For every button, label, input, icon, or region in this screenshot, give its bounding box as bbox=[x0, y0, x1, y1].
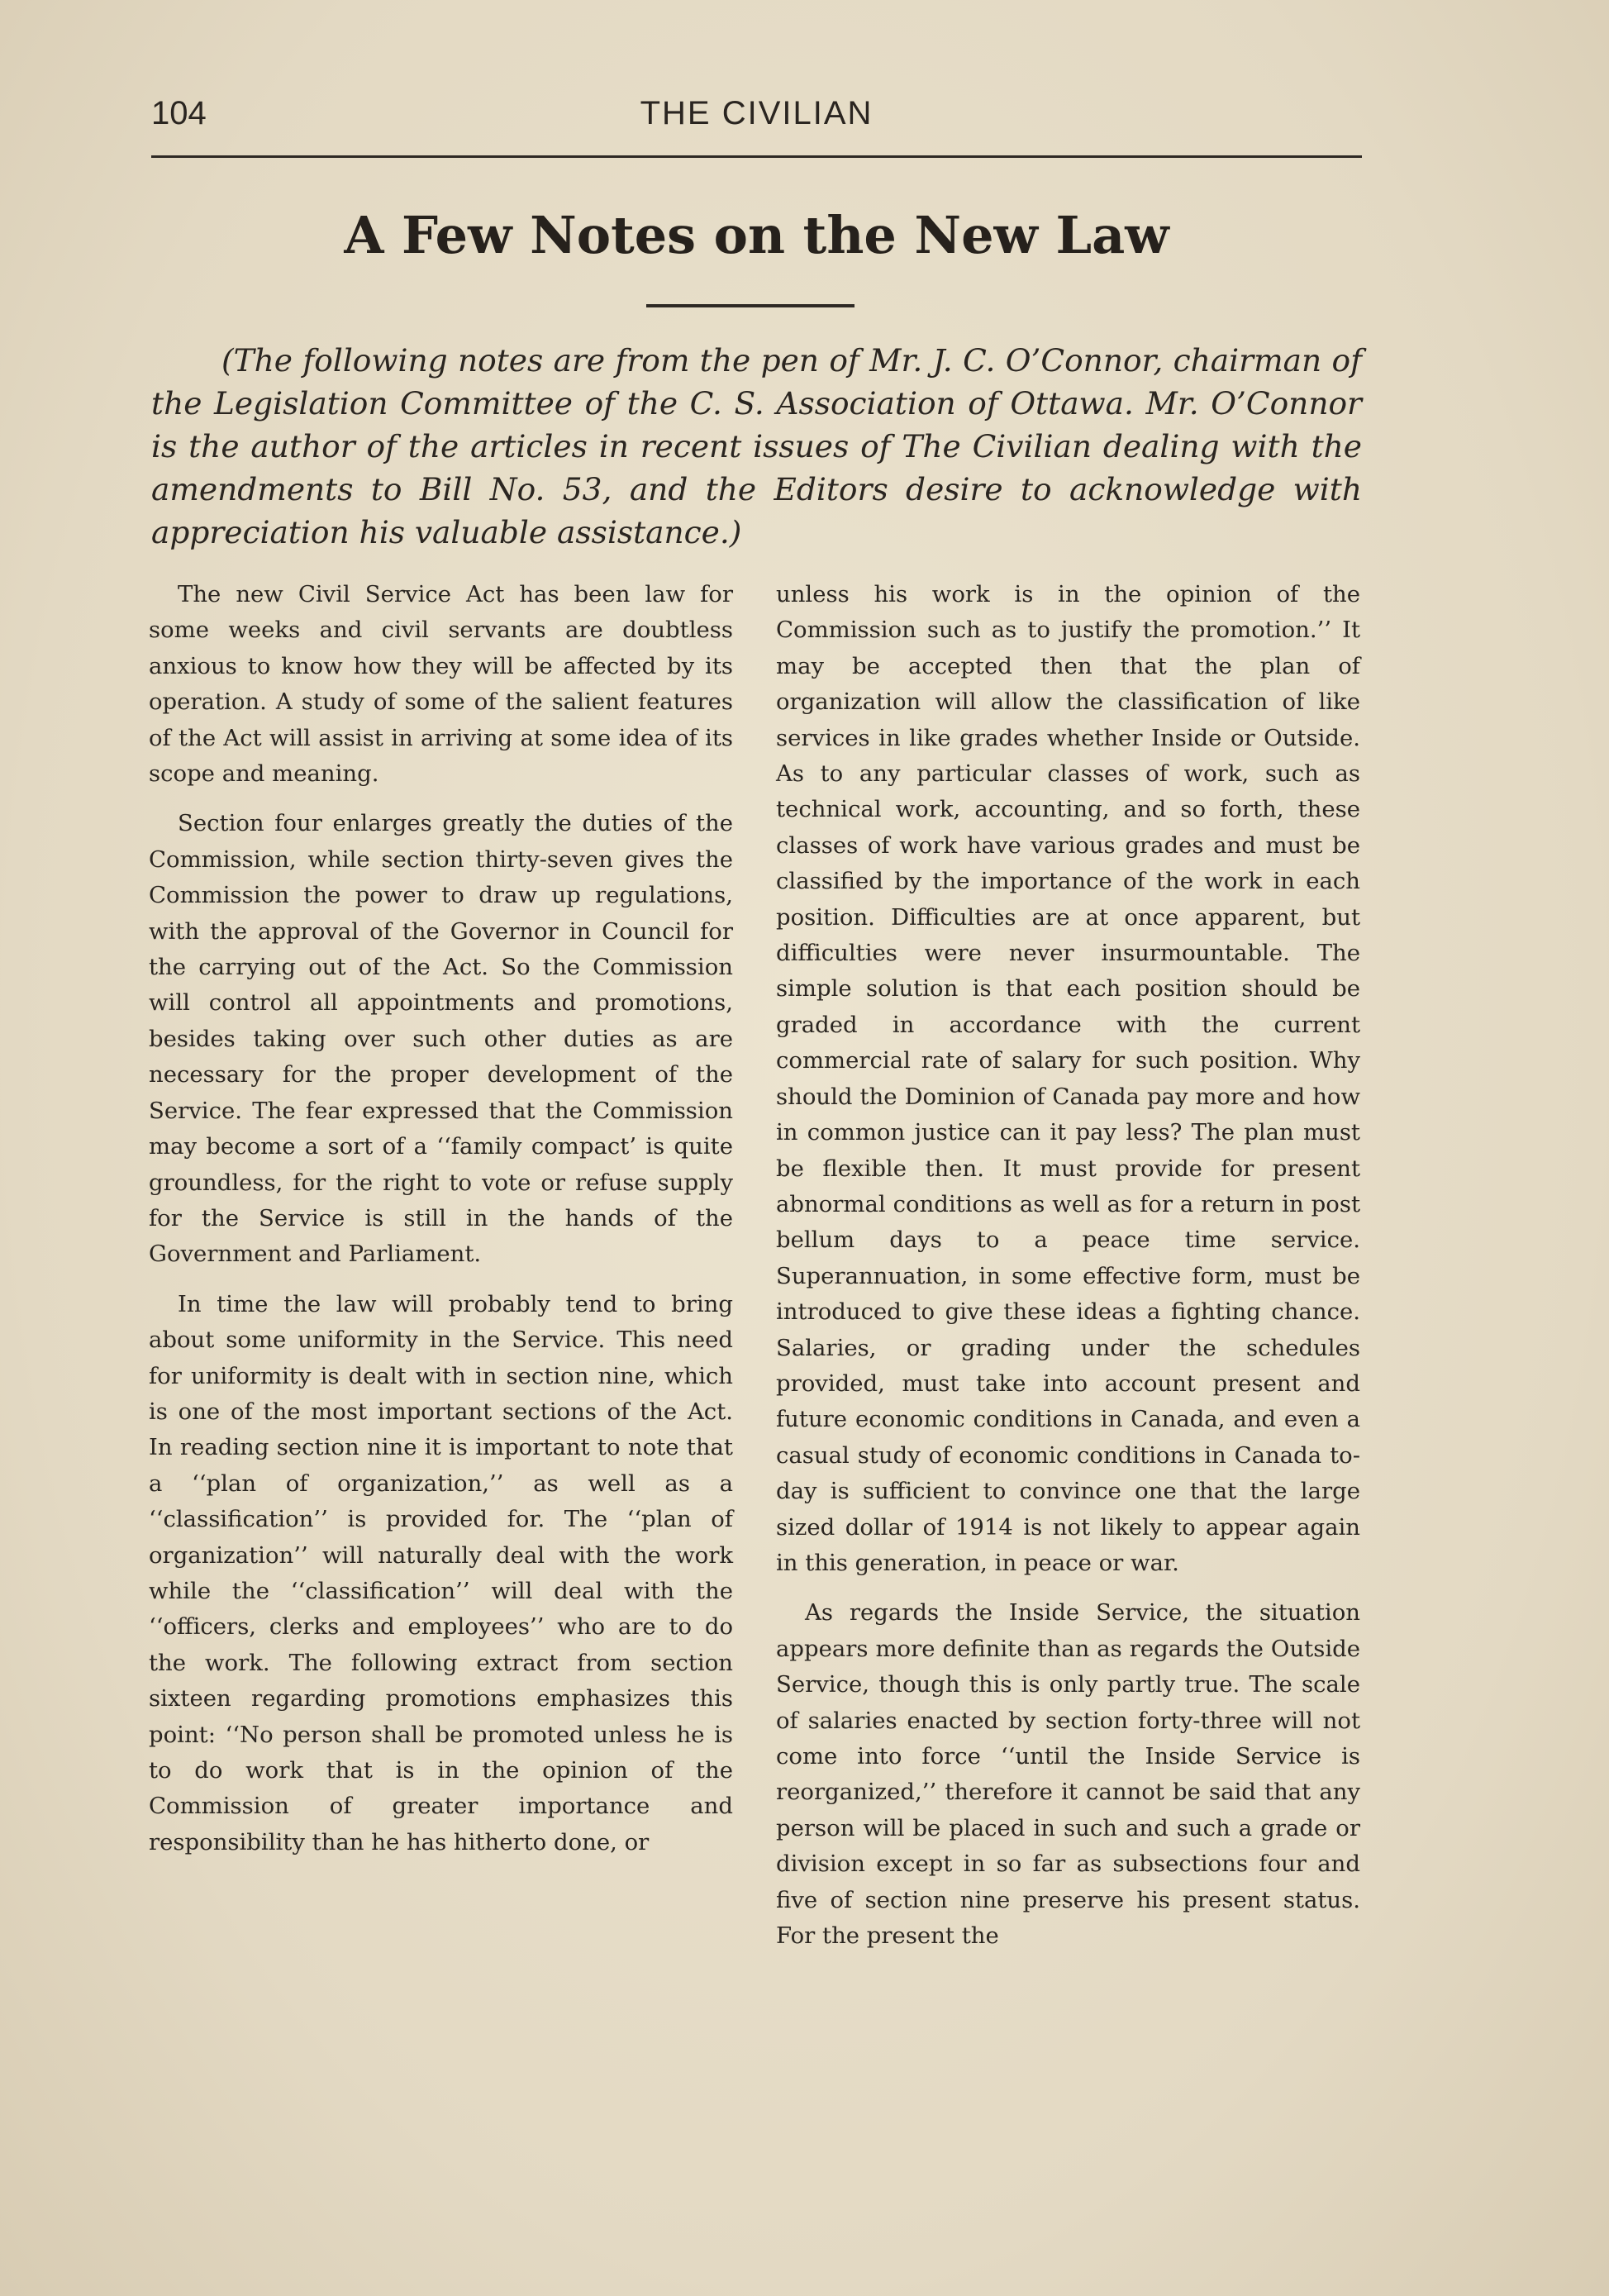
article-title: A Few Notes on the New Law bbox=[344, 205, 1169, 265]
paragraph: As regards the Inside Service, the situation appears more definite than as regards the Outside Service, though this is only partly true. The scale of salaries enacted by section forty-three will not come into force ‘‘until the Inside Service is reorganized,’’ therefore it cannot be said that any person will be placed in such and such a grade or division except in so far as subsections four and five of section nine preserve his present status. For the present the bbox=[776, 1599, 1360, 1950]
page-header bbox=[151, 95, 1362, 145]
page-number: 104 bbox=[151, 95, 207, 131]
paragraph: In time the law will probably tend to bring about some uniformity in the Service. This need for uniformity is dealt with in section nine, which is one of the most important sections of the Act. In reading section nine it is important to note that a ‘‘plan of organization,’’ as well as a ‘‘classification’’ is provided for. The ‘‘plan of organization’’ will naturally deal with the work while the ‘‘classification’’ will deal with the ‘‘officers, clerks and employees’’ who are to do the work. The following extract from section sixteen regarding promotions emphasizes this point: ‘‘No person shall be promoted unless he is to do work that is in the opinion of the Commission of greater importance and responsibility than he has hitherto done, or bbox=[149, 1290, 733, 1855]
title-rule bbox=[646, 304, 854, 307]
paragraph: unless his work is in the opinion of the Commission such as to justify the promotion.’’ It may be accepted then that the plan of organization will allow the classification of like services in like grades whether Inside or Outside. As to any particular classes of work, such as technical work, accounting, and so forth, these classes of work have various grades and must be classified by the importance of the work in each position. Difficulties are at once apparent, but difficulties were never insurmountable. The simple solution is that each position should be graded in accordance with the current commercial rate of salary for such position. Why should the Dominion of Canada pay more and how in common justice can it pay less? The plan must be flexible then. It must provide for present abnormal conditions as well as for a return in post bellum days to a peace time service. Superannuation, in some effective form, must be introduced to give these ideas a fighting chance. Salaries, or grading under the schedules provided, must take into account present and future economic conditions in Canada, and even a casual study of economic conditions in Canada to-day is sufficient to convince one that the large sized dollar of 1914 is not likely to appear again in this generation, in peace or war. bbox=[776, 581, 1360, 1576]
article-intro: (The following notes are from the pen of Mr. J. C. O’Connor, chairman of the Legislation Committee of the C. S. Association of Ottawa. Mr. O’Connor is the author of the articles in recent issues of The Civilian dealing with the amendments to Bill No. 53, and the Editors desire to acknowledge with appreciation his valuable assistance.) bbox=[151, 342, 1362, 550]
running-title: THE CIVILIAN bbox=[640, 95, 874, 131]
left-column bbox=[149, 577, 733, 1874]
paragraph: The new Civil Service Act has been law for some weeks and civil servants are doubtless anxious to know how they will be affected by its operation. A study of some of the salient features of the Act will assist in arriving at some idea of its scope and meaning. bbox=[149, 581, 733, 788]
right-column bbox=[776, 577, 1360, 1968]
header-rule bbox=[151, 155, 1362, 158]
paragraph: Section four enlarges greatly the duties of the Commission, while section thirty-seven gives the Commission the power to draw up regulations, with the approval of the Governor in Council for the carrying out of the Act. So the Commission will control all appointments and promotions, besides taking over such other duties as are necessary for the proper development of the Service. The fear expressed that the Commission may become a sort of a ‘‘family compact’ is quite groundless, for the right to vote or refuse supply for the Service is still in the hands of the Government and Parliament. bbox=[149, 810, 733, 1268]
